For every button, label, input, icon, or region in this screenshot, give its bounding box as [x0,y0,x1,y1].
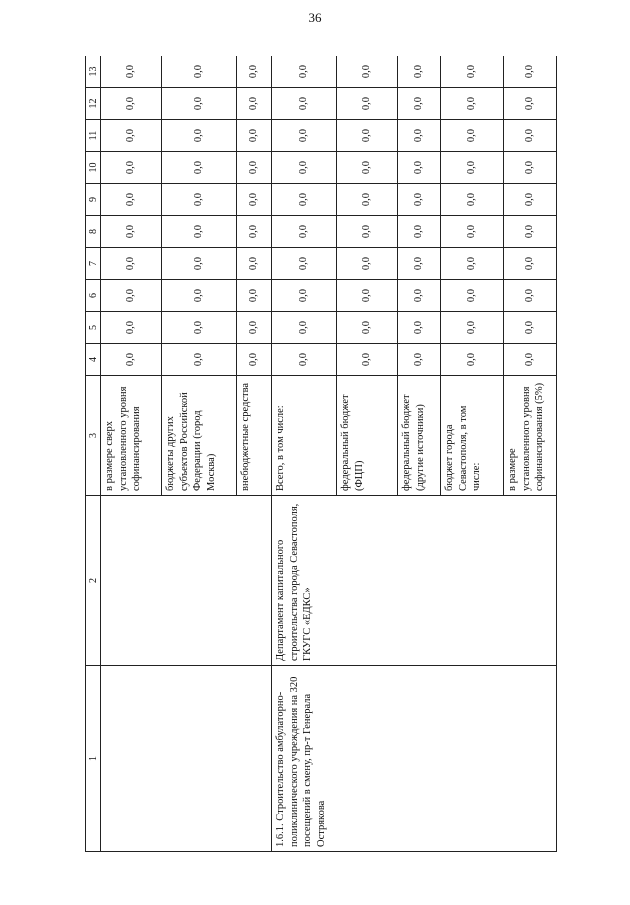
value-cell: 0,0 [162,248,237,280]
value-cell: 0,0 [337,184,398,216]
table-row [271,56,336,852]
value-cell: 0,0 [162,344,237,376]
value-cell: 0,0 [237,248,272,280]
value-cell: 0,0 [271,120,336,152]
value-cell: 0,0 [271,344,336,376]
page-number: 36 [308,10,322,25]
value-cell: 0,0 [440,88,503,120]
value-cell: 0,0 [504,216,557,248]
value-cell: 0,0 [337,120,398,152]
funding-source-cell: в размере сверх установленного уровня софинансирования [101,376,162,496]
header-cell: 13 [86,56,101,88]
value-cell: 0,0 [271,248,336,280]
value-cell: 0,0 [237,312,272,344]
header-cell: 6 [86,280,101,312]
value-cell: 0,0 [101,280,162,312]
value-cell: 0,0 [337,88,398,120]
value-cell: 0,0 [337,216,398,248]
value-cell: 0,0 [337,248,398,280]
value-cell: 0,0 [398,184,441,216]
value-cell: 0,0 [504,88,557,120]
header-cell: 5 [86,312,101,344]
value-cell: 0,0 [162,184,237,216]
value-cell: 0,0 [271,216,336,248]
object-name-cell [101,666,272,852]
header-cell: 10 [86,152,101,184]
value-cell: 0,0 [504,344,557,376]
value-cell: 0,0 [440,152,503,184]
value-cell: 0,0 [504,184,557,216]
value-cell: 0,0 [337,280,398,312]
header-row [86,56,101,852]
value-cell: 0,0 [504,312,557,344]
header-cell: 2 [86,496,101,666]
value-cell: 0,0 [237,216,272,248]
header-cell: 7 [86,248,101,280]
value-cell: 0,0 [237,280,272,312]
value-cell: 0,0 [237,120,272,152]
header-cell: 4 [86,344,101,376]
value-cell: 0,0 [271,56,336,88]
value-cell: 0,0 [504,120,557,152]
value-cell: 0,0 [398,312,441,344]
value-cell: 0,0 [504,152,557,184]
value-cell: 0,0 [271,184,336,216]
value-cell: 0,0 [440,56,503,88]
responsible-cell: Департамент капитального строительства города Севастополя, ГКУГС «ЕДКС» [271,496,556,666]
table-row [101,56,162,852]
value-cell: 0,0 [237,184,272,216]
funding-source-cell: федеральный бюджет (ФЦП) [337,376,398,496]
header-cell: 12 [86,88,101,120]
funding-source-cell: Всего, в том числе: [271,376,336,496]
value-cell: 0,0 [440,184,503,216]
rotated-table [85,56,557,852]
value-cell: 0,0 [271,312,336,344]
value-cell: 0,0 [398,88,441,120]
funding-source-cell: бюджет города Севастополя, в том числе: [440,376,503,496]
value-cell: 0,0 [440,120,503,152]
object-name-cell: 1.6.1. Строительство амбулаторно-поликлинического учреждения на 320 посещений в смену, пр-т Генерала Острякова [271,666,556,852]
value-cell: 0,0 [440,216,503,248]
value-cell: 0,0 [237,152,272,184]
value-cell: 0,0 [504,248,557,280]
header-cell: 11 [86,120,101,152]
value-cell: 0,0 [237,56,272,88]
funding-source-cell: внебюджетные средства [237,376,272,496]
value-cell: 0,0 [101,120,162,152]
financing-table [85,56,557,852]
table-container [85,56,557,852]
value-cell: 0,0 [162,216,237,248]
value-cell: 0,0 [398,344,441,376]
value-cell: 0,0 [101,56,162,88]
value-cell: 0,0 [271,280,336,312]
header-cell: 1 [86,666,101,852]
value-cell: 0,0 [398,120,441,152]
value-cell: 0,0 [398,248,441,280]
funding-source-cell: федеральный бюджет (другие источники) [398,376,441,496]
value-cell: 0,0 [237,88,272,120]
value-cell: 0,0 [162,312,237,344]
value-cell: 0,0 [398,280,441,312]
value-cell: 0,0 [237,344,272,376]
value-cell: 0,0 [398,56,441,88]
value-cell: 0,0 [162,120,237,152]
value-cell: 0,0 [440,344,503,376]
value-cell: 0,0 [440,280,503,312]
value-cell: 0,0 [337,152,398,184]
value-cell: 0,0 [162,56,237,88]
value-cell: 0,0 [440,312,503,344]
value-cell: 0,0 [398,152,441,184]
funding-source-cell: бюджеты других субъектов Российской Федерации (город Москва) [162,376,237,496]
value-cell: 0,0 [337,344,398,376]
value-cell: 0,0 [101,312,162,344]
header-cell: 8 [86,216,101,248]
value-cell: 0,0 [162,152,237,184]
header-cell: 3 [86,376,101,496]
value-cell: 0,0 [337,312,398,344]
value-cell: 0,0 [101,88,162,120]
value-cell: 0,0 [440,248,503,280]
value-cell: 0,0 [162,88,237,120]
value-cell: 0,0 [101,344,162,376]
funding-source-cell: в размере установленного уровня софинансирования (5%) [504,376,557,496]
value-cell: 0,0 [101,216,162,248]
value-cell: 0,0 [101,248,162,280]
responsible-cell [101,496,272,666]
value-cell: 0,0 [162,280,237,312]
value-cell: 0,0 [271,88,336,120]
value-cell: 0,0 [504,280,557,312]
value-cell: 0,0 [101,184,162,216]
header-cell: 9 [86,184,101,216]
value-cell: 0,0 [271,152,336,184]
value-cell: 0,0 [337,56,398,88]
value-cell: 0,0 [504,56,557,88]
value-cell: 0,0 [101,152,162,184]
value-cell: 0,0 [398,216,441,248]
